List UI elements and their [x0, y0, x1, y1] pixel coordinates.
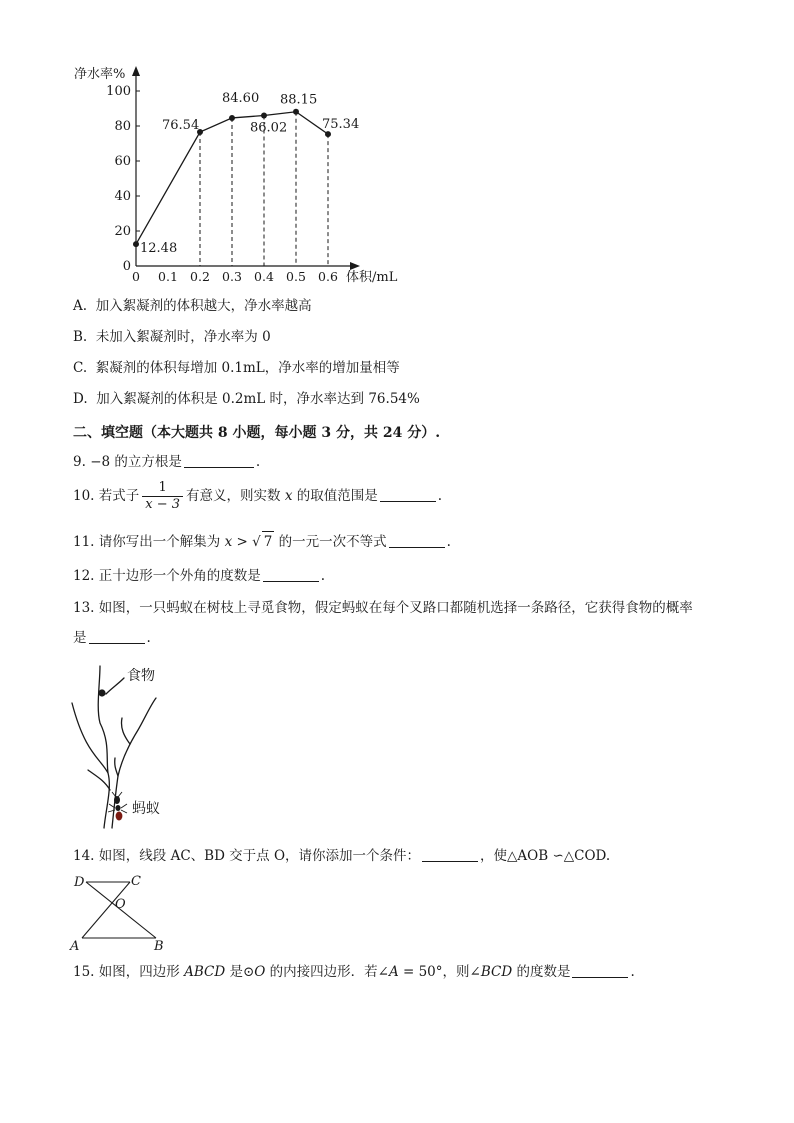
answer-blank [572, 963, 628, 978]
data-label: 84.60 [222, 90, 260, 106]
y-tick-label: 0 [122, 259, 131, 274]
data-label: 88.15 [280, 92, 318, 108]
question-10: 10. 若式子 $\frac{1}{x - 3}$ 有意义，则实数 x 的取值范围是 . [73, 480, 443, 512]
tree-branch [121, 718, 130, 744]
question-9: 9. −8 的立方根是 . [73, 454, 261, 470]
y-tick-label: 80 [114, 119, 131, 134]
ant-label: 蚂蚁 [132, 801, 160, 817]
option-b: B. 未加入絮凝剂时，净水率为 0 [73, 329, 271, 345]
tree-branch [88, 770, 110, 790]
data-label: 76.54 [162, 118, 200, 134]
data-point [229, 115, 235, 121]
x-tick-label: 0 [132, 269, 140, 284]
data-label: 86.02 [250, 120, 288, 136]
y-tick-label: 40 [114, 189, 131, 204]
answer-blank [184, 453, 254, 468]
x-tick-label: 0.6 [318, 269, 338, 284]
question-13: 13. 如图，一只蚂蚁在树枝上寻觅食物，假定蚂蚁在每个叉路口都随机选择一条路径，它获得食物的概率 [73, 600, 693, 616]
data-point [261, 112, 267, 118]
hourglass-figure [66, 868, 176, 958]
tree-branch [72, 703, 108, 773]
y-tick-label: 20 [114, 224, 131, 239]
ant-tree-figure [60, 658, 200, 838]
y-tick-label: 100 [106, 84, 131, 99]
food-label: 食物 [127, 668, 155, 684]
answer-blank [380, 487, 436, 502]
label-o: O [115, 897, 126, 912]
answer-blank [389, 533, 445, 548]
x-tick-label: 0.2 [190, 269, 210, 284]
x-tick-label: 0.4 [254, 269, 274, 284]
label-b: B [154, 939, 164, 954]
ant-icon [108, 792, 127, 821]
answer-blank [422, 847, 478, 862]
y-axis-arrow [132, 66, 140, 76]
fraction: $\frac{1}{x - 3}$ [142, 480, 183, 513]
data-label: 12.48 [140, 241, 178, 257]
x-tick-label: 0.3 [222, 269, 242, 284]
food-pointer [106, 678, 124, 694]
x-axis-arrow [350, 262, 360, 270]
x-tick-label: 0.5 [286, 269, 306, 284]
label-d: D [74, 875, 85, 890]
question-15: 15. 如图，四边形 ABCD 是⊙O 的内接四边形．若∠A = 50°，则∠BCD 的度数是 . [73, 964, 635, 980]
label-c: C [131, 874, 141, 889]
data-point [133, 241, 139, 247]
y-axis-label: 净水率% [74, 67, 126, 82]
option-a: A. 加入絮凝剂的体积越大，净水率越高 [73, 298, 312, 314]
food-dot [98, 689, 105, 696]
label-a: A [70, 939, 80, 954]
answer-blank [263, 567, 319, 582]
question-12: 12. 正十边形一个外角的度数是 . [73, 568, 326, 584]
data-label: 75.34 [322, 117, 360, 133]
question-13-line2: 是 . [73, 630, 151, 646]
water-purification-chart [60, 58, 420, 288]
question-14: 14. 如图，线段 AC、BD 交于点 O，请你添加一个条件： ，使△AOB ∽△COD. [73, 848, 611, 864]
x-axis-label: 体积/mL [346, 270, 398, 285]
x-tick-label: 0.1 [158, 269, 178, 284]
question-11: 11. 请你写出一个解集为 x > √ 7 的一元一次不等式 . [73, 531, 451, 552]
section-title: 二、填空题（本大题共 8 小题，每小题 3 分，共 24 分）. [73, 425, 441, 441]
option-d: D. 加入絮凝剂的体积是 0.2mL 时，净水率达到 76.54% [73, 391, 420, 407]
tree-branch [115, 758, 118, 776]
data-point [293, 109, 299, 115]
option-c: C. 絮凝剂的体积每增加 0.1mL，净水率的增加量相等 [73, 360, 400, 376]
y-tick-label: 60 [114, 154, 131, 169]
answer-blank [89, 629, 145, 644]
